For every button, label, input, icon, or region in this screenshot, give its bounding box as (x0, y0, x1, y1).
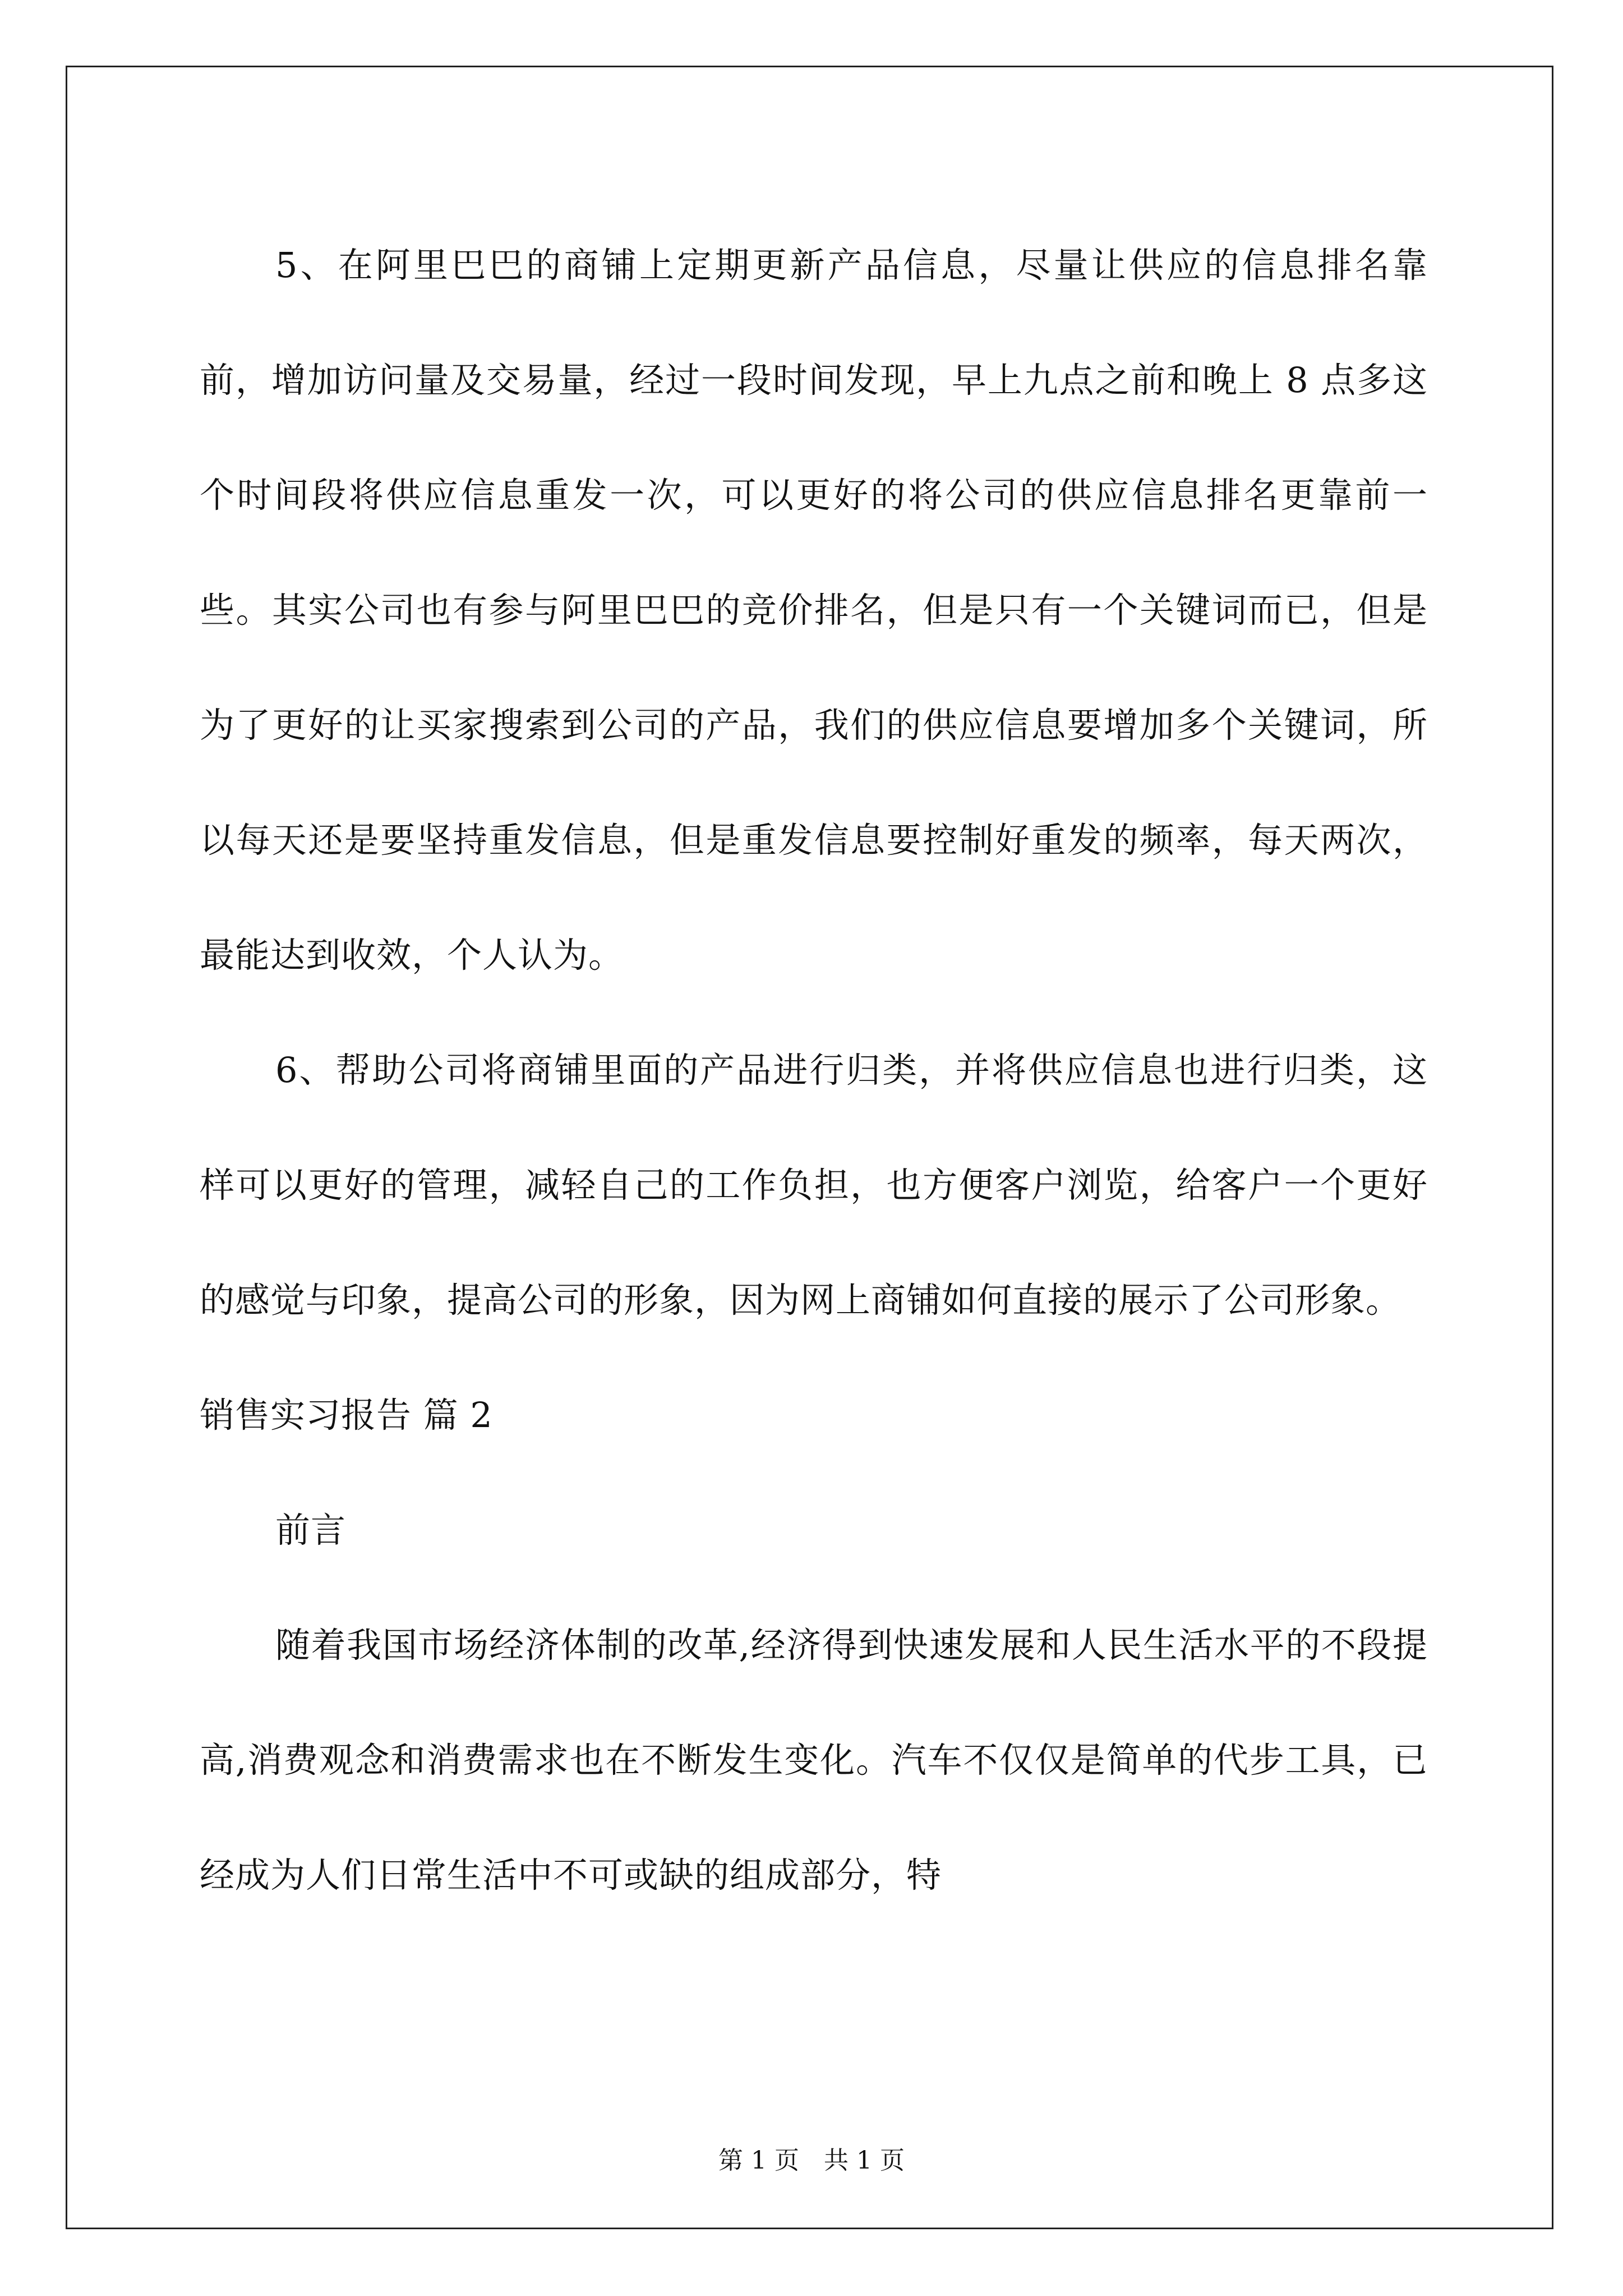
paragraph-item-5: 5、在阿里巴巴的商铺上定期更新产品信息，尽量让供应的信息排名靠前，增加访问量及交易量，经过一段时间发现，早上九点之前和晚上 8 点多这个时间段将供应信息重发一次，可以更好的将公司的供应信息排名更靠前一些。其实公司也有参与阿里巴巴的竞价排名，但是只有一个关键词而已，但是为了更好的让买家搜索到公司的产品，我们的供应信息要增加多个关键词，所以每天还是要坚持重发信息，但是重发信息要控制好重发的频率，每天两次，最能达到收效，个人认为。 (200, 245, 1428, 976)
section-heading: 销售实习报告 篇 2 (200, 1395, 493, 1435)
preface-heading: 前言 (275, 1510, 347, 1550)
paragraph-item-6: 6、帮助公司将商铺里面的产品进行归类，并将供应信息也进行归类，这样可以更好的管理，减轻自己的工作负担，也方便客户浏览，给客户一个更好的感觉与印象，提高公司的形象，因为网上商铺如何直接的展示了公司形象。 (200, 1050, 1428, 1320)
page-footer: 第 1 页 共 1 页 (718, 2146, 905, 2175)
document-body (200, 208, 1428, 1932)
preface-paragraph: 随着我国市场经济体制的改革,经济得到快速发展和人民生活水平的不段提高,消费观念和消费需求也在不断发生变化。汽车不仅仅是简单的代步工具，已经成为人们日常生活中不可或缺的组成部分，特 (200, 1625, 1428, 1895)
